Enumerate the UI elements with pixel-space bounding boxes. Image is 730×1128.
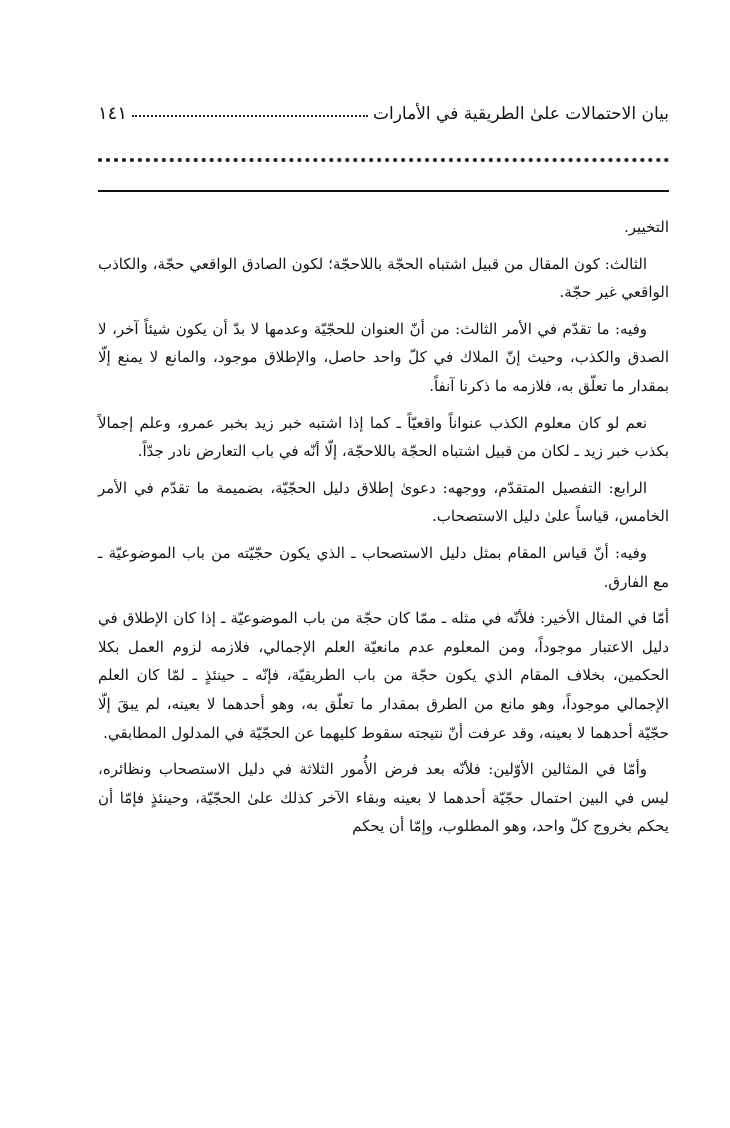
paragraph: وفيه: أنّ قياس المقام بمثل دليل الاستصحاب ـ الذي يكون حجّيّته من باب الموضوعيّة ـ مع الفارق.	[98, 543, 669, 591]
running-title: بيان الاحتمالات علىٰ الطريقية في الأمارات	[373, 104, 669, 124]
paragraph: الرابع: التفصيل المتقدّم، ووجهه: دعوىٰ إطلاق دليل الحجّيّة، بضميمة ما تقدّم في الأمر الخامس، قياساً علىٰ دليل الاستصحاب.	[98, 478, 669, 526]
separator-rule	[98, 190, 669, 192]
paragraph: نعم لو كان معلوم الكذب عنواناً واقعيّاً ـ كما إذا اشتبه خبر زيد بخبر عمرو، وعلم إجمالاً بكذب خبر زيد ـ لكان من قبيل اشتباه الحجّة باللاحجّة، إلّا أنّه في باب التعارض نادر جدّاً.	[98, 413, 669, 461]
paragraph: أمّا في المثال الأخير: فلأنّه في مثله ـ ممّا كان حجّة من باب الموضوعيّة ـ إذا كان الإطلاق في دليل الاعتبار موجوداً، ومن المعلوم عدم مانعيّة العلم الإجمالي، فلازمه لزوم العمل بكلا الحكمين، بخلاف المقام الذي يكون حجّة من باب الطريقيّة، فإنّه ـ حينئذٍ ـ لمّا كان العلم الإجمالي موجوداً، وهو مانع من الطرق بمقدار ما تعلّق به، وهو أحدهما لا بعينه، لم يبقَ إلّا حجّيّة أحدهما لا بعينه، وقد عرفت أنّ نتيجته سقوط كليهما عن الحجّيّة في المدلول المطابقي.	[98, 609, 669, 742]
dotted-rule	[98, 158, 669, 162]
paragraph: وفيه: ما تقدّم في الأمر الثالث: من أنّ العنوان للحجّيّة وعدمها لا بدّ أن يكون شيئاً آخر، لا الصدق والكذب، وحيث إنّ الملاك في كلّ واحد حاصل، والإطلاق موجود، والمانع لا يمنع إلّا بمقدار ما تعلّق به، فلازمه ما ذكرنا آنفاً.	[98, 319, 669, 395]
leader-dots	[132, 114, 368, 117]
paragraph: الثالث: كون المقال من قبيل اشتباه الحجّة باللاحجّة؛ لكون الصادق الواقعي حجّة، والكاذب الواقعي غير حجّة.	[98, 254, 669, 302]
page-number: ١٤١	[98, 103, 128, 124]
paragraph: التخيير.	[623, 218, 669, 236]
body-text	[98, 213, 669, 849]
paragraph: وأمّا في المثالين الأوّلين: فلأنّه بعد فرض الأُمور الثلاثة في دليل الاستصحاب ونظائره، ليس في البين احتمال حجّيّة أحدهما لا بعينه وبقاء الآخر كذلك علىٰ الحجّيّة، وحينئذٍ فإمّا أن يحكم بخروج كلّ واحد، وهو المطلوب، وإمّا أن يحكم	[98, 760, 669, 836]
running-header	[98, 96, 669, 124]
